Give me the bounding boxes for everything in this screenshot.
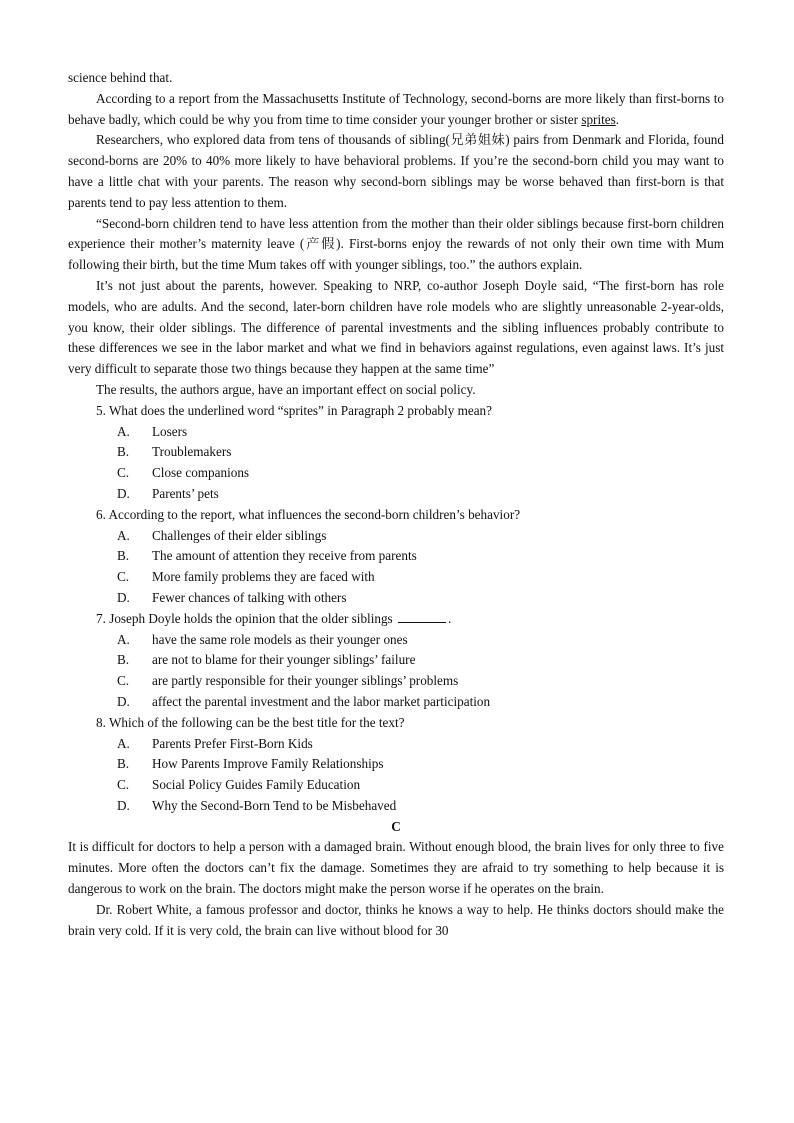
- option-letter: B.: [117, 444, 130, 460]
- option-text: Troublemakers: [152, 444, 232, 460]
- option-text: Close companions: [152, 465, 250, 481]
- paragraph: The results, the authors argue, have an important effect on social policy.: [96, 381, 476, 397]
- option-text: Why the Second-Born Tend to be Misbehaved: [152, 797, 397, 813]
- option-letter: D.: [117, 693, 130, 709]
- paragraph-text: .: [615, 111, 620, 127]
- option-text: have the same role models as their younger ones: [152, 631, 408, 647]
- question-stem: 6. According to the report, what influences the second-born children’s behavior?: [96, 506, 521, 522]
- option-text: Losers: [152, 423, 188, 439]
- paragraph: science behind that.: [68, 70, 173, 85]
- answer-option[interactable]: [68, 526, 724, 547]
- answer-option[interactable]: [68, 567, 724, 588]
- paragraph: It is difficult for doctors to help a person with a damaged brain. Without enough blood, the brain lives for only three to five minutes. More often the doctors can’t fix the damage. Sometimes they are afraid to try something to help because it is dangerous to work on the brain. The doctors might make the person worse if he operates on the brain.: [68, 839, 724, 897]
- paragraph: It’s not just about the parents, however. Speaking to NRP, co-author Joseph Doyle said, “The first-born has role models, who are adults. And the second, later-born children have role models who are slightly unreasonable 2-year-olds, you know, their older siblings. The difference of parental investments and the sibling influences probably contribute to these differences we see in the labor market and what we find in behaviors against regulations, even against laws. It’s just very difficult to separate those two things because they happen at the same time”: [68, 277, 724, 377]
- option-text: Challenges of their elder siblings: [152, 527, 327, 543]
- answer-option[interactable]: [68, 734, 724, 755]
- underlined-word: sprites: [581, 111, 616, 127]
- option-text: How Parents Improve Family Relationships: [152, 756, 384, 772]
- option-letter: C.: [117, 777, 130, 793]
- question-stem: 5. What does the underlined word “sprites” in Paragraph 2 probably mean?: [96, 402, 492, 418]
- paragraph: [68, 89, 724, 131]
- answer-option[interactable]: [68, 484, 724, 505]
- paragraph: “Second-born children tend to have less attention from the mother than their older siblings because first-born children experience their mother’s maternity leave (产假). First-borns enjoy the rewards of not only their own time with Mum following their birth, but the time Mum takes off with younger siblings, too.” the authors explain.: [68, 215, 724, 273]
- option-letter: A.: [117, 631, 130, 647]
- answer-option[interactable]: [68, 630, 724, 651]
- option-text: The amount of attention they receive from parents: [152, 548, 417, 564]
- option-text: are not to blame for their younger siblings’ failure: [152, 652, 416, 668]
- paragraph: Researchers, who explored data from tens of thousands of sibling(兄弟姐妹) pairs from Denmark and Florida, found second-borns are 20% to 40% more likely to have behavioral problems. If you’re the second-born child you may want to have a little chat with your parents. The reason why second-born siblings may be worse behaved than first-born is that parents tend to pay less attention to them.: [68, 132, 724, 210]
- answer-option[interactable]: [68, 775, 724, 796]
- option-text: More family problems they are faced with: [152, 569, 375, 585]
- question-stem: [68, 609, 724, 630]
- option-letter: D.: [117, 589, 130, 605]
- answer-option[interactable]: [68, 588, 724, 609]
- exam-page: [68, 68, 724, 941]
- answer-option[interactable]: [68, 650, 724, 671]
- option-letter: D.: [117, 485, 130, 501]
- paragraph-text: According to a report from the Massachusetts Institute of Technology, second-borns are more likely than first-borns to behave badly, which could be why you from time to time consider your younger brother or sister: [68, 90, 724, 127]
- answer-option[interactable]: [68, 546, 724, 567]
- paragraph: Dr. Robert White, a famous professor and doctor, thinks he knows a way to help. He thinks doctors should make the brain very cold. If it is very cold, the brain can live without blood for 30: [68, 901, 724, 938]
- option-text: Parents’ pets: [152, 485, 219, 501]
- question-text: .: [448, 610, 452, 626]
- answer-option[interactable]: [68, 442, 724, 463]
- question-text: 7. Joseph Doyle holds the opinion that the older siblings: [96, 610, 393, 626]
- option-text: Social Policy Guides Family Education: [152, 777, 361, 793]
- answer-option[interactable]: [68, 692, 724, 713]
- option-letter: A.: [117, 527, 130, 543]
- answer-option[interactable]: [68, 422, 724, 443]
- option-letter: B.: [117, 652, 130, 668]
- option-letter: C.: [117, 569, 130, 585]
- option-letter: B.: [117, 548, 130, 564]
- option-letter: A.: [117, 423, 130, 439]
- option-letter: A.: [117, 735, 130, 751]
- option-text: Fewer chances of talking with others: [152, 589, 347, 605]
- option-letter: C.: [117, 673, 130, 689]
- option-text: are partly responsible for their younger siblings’ problems: [152, 673, 459, 689]
- option-text: affect the parental investment and the labor market participation: [152, 693, 491, 709]
- option-letter: C.: [117, 465, 130, 481]
- option-letter: D.: [117, 797, 130, 813]
- option-letter: B.: [117, 756, 130, 772]
- answer-blank[interactable]: [398, 609, 446, 623]
- question-stem: 8. Which of the following can be the best title for the text?: [96, 714, 405, 730]
- option-text: Parents Prefer First-Born Kids: [152, 735, 313, 751]
- answer-option[interactable]: [68, 671, 724, 692]
- answer-option[interactable]: [68, 754, 724, 775]
- answer-option[interactable]: [68, 796, 724, 817]
- section-heading: C: [391, 818, 401, 834]
- answer-option[interactable]: [68, 463, 724, 484]
